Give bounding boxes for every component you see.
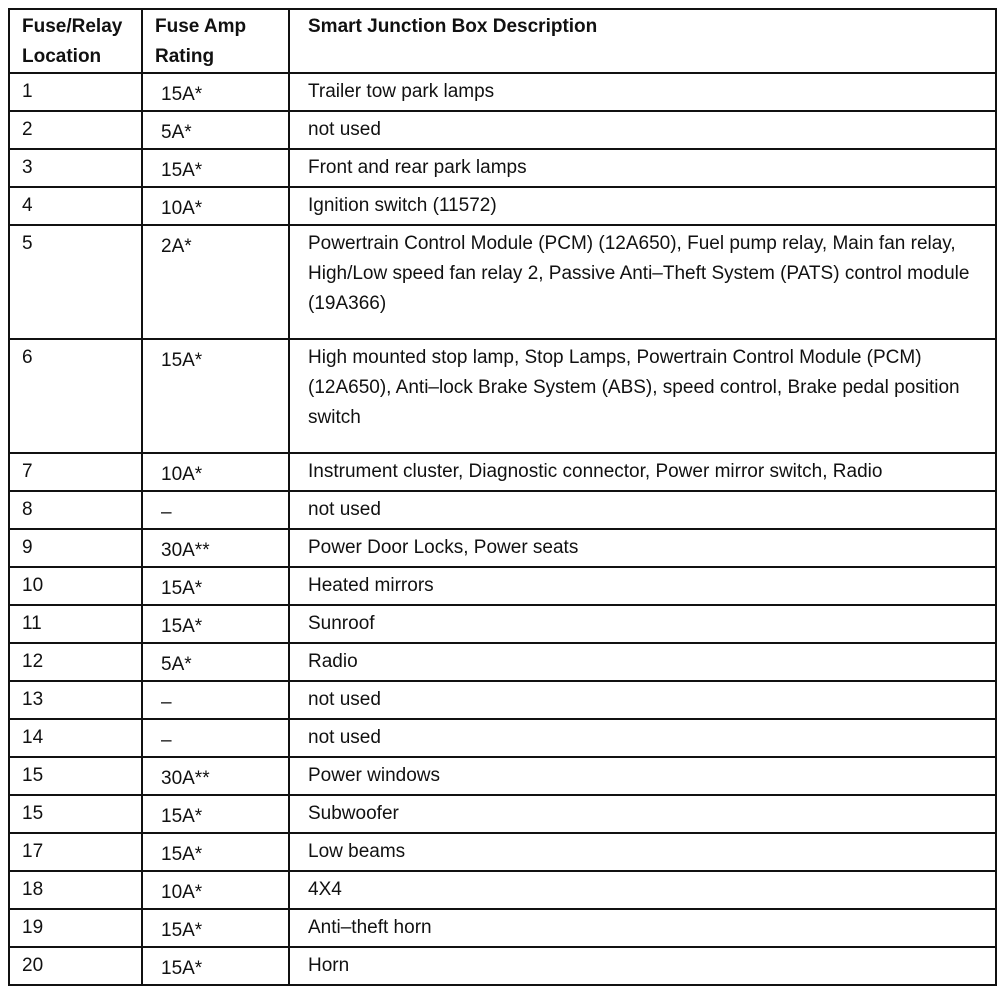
cell-location: 3 bbox=[9, 149, 142, 187]
cell-description: Subwoofer bbox=[289, 795, 996, 833]
cell-amp: 15A* bbox=[142, 149, 289, 187]
cell-location: 18 bbox=[9, 871, 142, 909]
cell-amp: 30A** bbox=[142, 757, 289, 795]
cell-location: 4 bbox=[9, 187, 142, 225]
fuse-table-document bbox=[8, 8, 995, 986]
cell-amp: 15A* bbox=[142, 339, 289, 453]
cell-location: 2 bbox=[9, 111, 142, 149]
table-row bbox=[9, 605, 996, 643]
header-amp-rating: Fuse Amp Rating bbox=[142, 9, 289, 73]
cell-description: not used bbox=[289, 111, 996, 149]
table-row bbox=[9, 73, 996, 111]
cell-description: Trailer tow park lamps bbox=[289, 73, 996, 111]
table-row bbox=[9, 757, 996, 795]
table-body bbox=[9, 73, 996, 985]
table-row bbox=[9, 795, 996, 833]
cell-location: 6 bbox=[9, 339, 142, 453]
table-row bbox=[9, 567, 996, 605]
cell-description: Sunroof bbox=[289, 605, 996, 643]
table-row bbox=[9, 529, 996, 567]
table-row bbox=[9, 111, 996, 149]
cell-amp: 15A* bbox=[142, 909, 289, 947]
cell-location: 9 bbox=[9, 529, 142, 567]
cell-amp: – bbox=[142, 491, 289, 529]
cell-amp: 15A* bbox=[142, 73, 289, 111]
header-description: Smart Junction Box Description bbox=[289, 9, 996, 73]
cell-description: Radio bbox=[289, 643, 996, 681]
cell-amp: 30A** bbox=[142, 529, 289, 567]
cell-location: 10 bbox=[9, 567, 142, 605]
cell-description: not used bbox=[289, 681, 996, 719]
cell-amp: 2A* bbox=[142, 225, 289, 339]
table-row bbox=[9, 719, 996, 757]
cell-location: 14 bbox=[9, 719, 142, 757]
cell-description: Ignition switch (11572) bbox=[289, 187, 996, 225]
table-row bbox=[9, 225, 996, 339]
cell-description: Power windows bbox=[289, 757, 996, 795]
cell-description: not used bbox=[289, 491, 996, 529]
cell-location: 5 bbox=[9, 225, 142, 339]
table-row bbox=[9, 339, 996, 453]
cell-amp: – bbox=[142, 719, 289, 757]
cell-description: Front and rear park lamps bbox=[289, 149, 996, 187]
header-row bbox=[9, 9, 996, 73]
cell-location: 11 bbox=[9, 605, 142, 643]
table-row bbox=[9, 833, 996, 871]
cell-location: 17 bbox=[9, 833, 142, 871]
cell-amp: 10A* bbox=[142, 187, 289, 225]
table-row bbox=[9, 149, 996, 187]
cell-amp: 10A* bbox=[142, 871, 289, 909]
cell-location: 15 bbox=[9, 757, 142, 795]
cell-description: 4X4 bbox=[289, 871, 996, 909]
cell-location: 12 bbox=[9, 643, 142, 681]
cell-amp: 15A* bbox=[142, 833, 289, 871]
table-row bbox=[9, 909, 996, 947]
cell-location: 8 bbox=[9, 491, 142, 529]
table-row bbox=[9, 491, 996, 529]
cell-description: Low beams bbox=[289, 833, 996, 871]
cell-description: Powertrain Control Module (PCM) (12A650), Fuel pump relay, Main fan relay, High/Low speed fan relay 2, Passive Anti–Theft System (PATS) control module (19A366) bbox=[289, 225, 996, 339]
table-row bbox=[9, 187, 996, 225]
cell-amp: 15A* bbox=[142, 795, 289, 833]
cell-amp: 5A* bbox=[142, 111, 289, 149]
table-row bbox=[9, 453, 996, 491]
cell-description: High mounted stop lamp, Stop Lamps, Powertrain Control Module (PCM) (12A650), Anti–lock Brake System (ABS), speed control, Brake pedal position switch bbox=[289, 339, 996, 453]
table-row bbox=[9, 871, 996, 909]
cell-location: 1 bbox=[9, 73, 142, 111]
cell-description: Instrument cluster, Diagnostic connector, Power mirror switch, Radio bbox=[289, 453, 996, 491]
table-row bbox=[9, 681, 996, 719]
cell-description: Anti–theft horn bbox=[289, 909, 996, 947]
cell-description: Horn bbox=[289, 947, 996, 985]
cell-amp: 15A* bbox=[142, 567, 289, 605]
cell-description: not used bbox=[289, 719, 996, 757]
cell-location: 7 bbox=[9, 453, 142, 491]
table-row bbox=[9, 643, 996, 681]
cell-amp: – bbox=[142, 681, 289, 719]
cell-amp: 5A* bbox=[142, 643, 289, 681]
cell-amp: 15A* bbox=[142, 605, 289, 643]
header-location: Fuse/Relay Location bbox=[9, 9, 142, 73]
cell-location: 15 bbox=[9, 795, 142, 833]
cell-description: Heated mirrors bbox=[289, 567, 996, 605]
cell-location: 20 bbox=[9, 947, 142, 985]
fuse-table bbox=[8, 8, 997, 986]
cell-location: 19 bbox=[9, 909, 142, 947]
cell-amp: 15A* bbox=[142, 947, 289, 985]
cell-description: Power Door Locks, Power seats bbox=[289, 529, 996, 567]
cell-amp: 10A* bbox=[142, 453, 289, 491]
table-row bbox=[9, 947, 996, 985]
cell-location: 13 bbox=[9, 681, 142, 719]
